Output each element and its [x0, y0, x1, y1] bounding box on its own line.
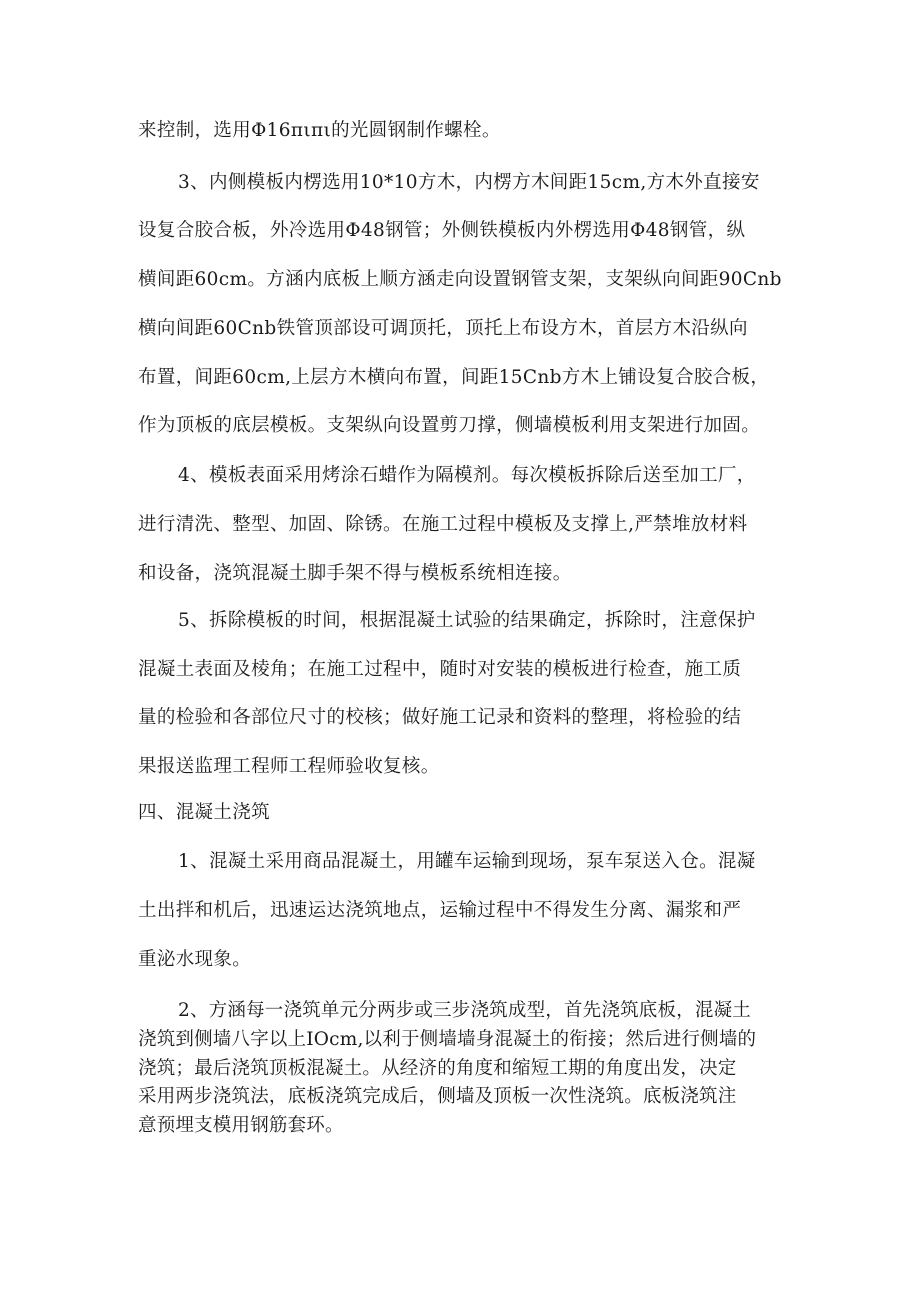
paragraph-line: 1、混凝土采用商品混凝土，用罐车运输到现场，泵车泵送入仓。混凝: [178, 851, 756, 872]
paragraph-line: 混凝土表面及棱角；在施工过程中，随时对安装的模板进行检查，施工质: [138, 659, 742, 680]
paragraph-line: 浇筑；最后浇筑顶板混凝土。从经济的角度和缩短工期的角度出发，决定: [138, 1058, 737, 1079]
paragraph-line: 布置，间距60cm,上层方木横向布置，间距15Cnb方木上铺设复合胶合板，: [138, 367, 770, 388]
paragraph-line: 2、方涵每一浇筑单元分两步或三步浇筑成型，首先浇筑底板，混凝土: [178, 1000, 751, 1021]
paragraph-line: 3、内侧模板内楞选用10*10方木，内楞方木间距15cm,方木外直接安: [178, 172, 760, 193]
paragraph-line: 土出拌和机后，迅速运达浇筑地点，运输过程中不得发生分离、漏浆和严: [138, 900, 742, 921]
paragraph-line: 4、模板表面采用烤涂石蜡作为隔模剂。每次模板拆除后送至加工厂，: [178, 465, 756, 486]
paragraph-line: 横间距60cm。方涵内底板上顺方涵走向设置钢管支架，支架纵向间距90Cnb: [138, 269, 782, 290]
paragraph-line: 来控制，选用Φ16πιπι的光圆钢制作螺栓。: [138, 120, 501, 141]
paragraph-line: 设复合胶合板，外冷选用Φ48钢管；外侧铁模板内外楞选用Φ48钢管，纵: [138, 220, 746, 241]
paragraph-line: 意预埋支模用钢筋套环。: [138, 1115, 344, 1136]
paragraph-line: 重泌水现象。: [138, 949, 252, 970]
paragraph-line: 5、拆除模板的时间，根据混凝土试验的结果确定，拆除时，注意保护: [178, 610, 756, 631]
paragraph-line: 和设备，浇筑混凝土脚手架不得与模板系统相连接。: [138, 563, 572, 584]
paragraph-line: 作为顶板的底层模板。支架纵向设置剪刀撑，侧墙模板利用支架进行加固。: [138, 415, 761, 436]
paragraph-line: 浇筑到侧墙八字以上IOcm,以利于侧墙墙身混凝土的衔接；然后进行侧墙的: [138, 1029, 757, 1050]
paragraph-line: 果报送监理工程师工程师验收复核。: [138, 756, 440, 777]
paragraph-line: 横向间距60Cnb铁管顶部设可调顶托，顶托上布设方木，首层方木沿纵向: [138, 318, 748, 339]
paragraph-line: 量的检验和各部位尺寸的校核；做好施工记录和资料的整理，将检验的结: [138, 707, 742, 728]
paragraph-line: 进行清洗、整型、加固、除锈。在施工过程中模板及支撑上,严禁堆放材料: [138, 514, 748, 535]
paragraph-line: 采用两步浇筑法，底板浇筑完成后，侧墙及顶板一次性浇筑。底板浇筑注: [138, 1086, 737, 1107]
section-heading: 四、混凝土浇筑: [138, 802, 270, 823]
